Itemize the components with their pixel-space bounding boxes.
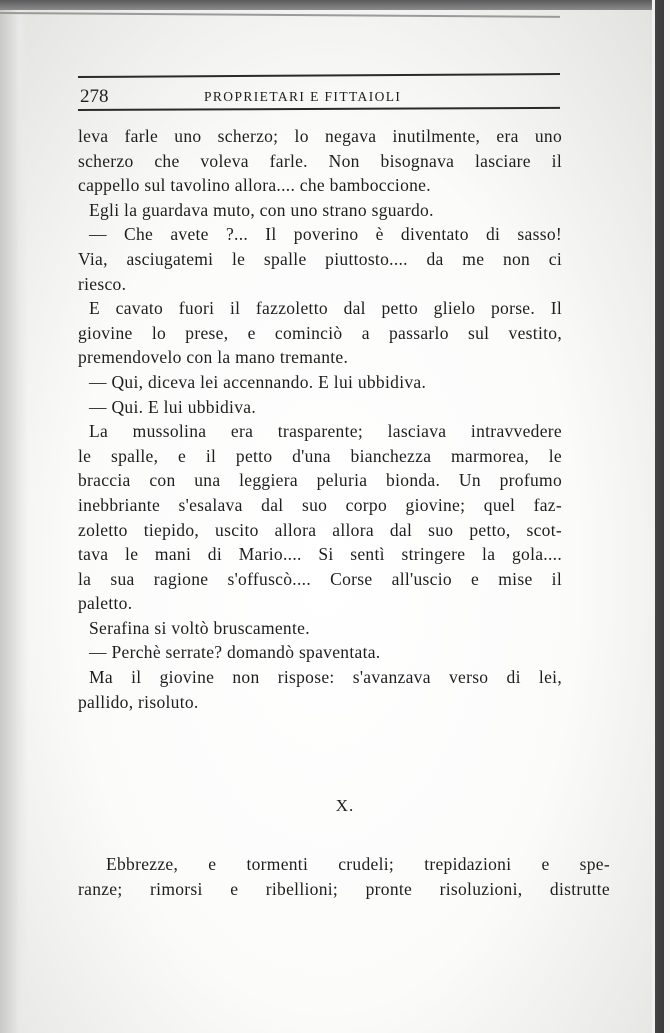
text-line: paletto. [78,593,133,614]
text-line: la sua ragione s'offuscò.... Corse all'uscio e mise il [78,568,562,589]
page-left-shadow [0,10,28,1033]
text-line: cappello sul tavolino allora.... che bamboccione. [78,175,431,196]
page-number: 278 [80,86,109,107]
header-rule-bottom [78,107,560,111]
text-line: riesco. [78,273,127,294]
text-line: premendovelo con la mano tremante. [78,347,349,368]
text-line: Egli la guardava muto, con uno strano sguardo. [89,199,434,220]
text-line: giovine lo prese, e cominciò a passarlo sul vestito, [78,322,562,343]
text-line: E cavato fuori il fazzoletto dal petto glielo porse. Il [89,298,562,319]
text-line: inebbriante s'esalava dal suo corpo giovine; quel faz- [78,494,562,515]
scan-top-edge [0,0,670,10]
text-line: Ebbrezze, e tormenti crudeli; trepidazioni e spe- [106,854,610,874]
chapter-heading: X. [335,796,355,815]
text-line: leva farle uno scherzo; lo negava inutilmente, era uno [78,126,562,146]
text-line: braccia con una leggiera peluria bionda. Un profumo [78,470,562,491]
chapter-text [78,852,610,901]
text-line: Ma il giovine non rispose: s'avanzava verso di lei, [89,667,562,688]
text-line: — Qui. E lui ubbidiva. [89,396,257,417]
text-line: — Che avete ?... Il poverino è diventato di sasso! [89,224,562,245]
text-line: zoletto tiepido, uscito allora allora dal suo petto, scot- [78,519,562,540]
text-line: le spalle, e il petto d'una bianchezza marmorea, le [78,445,562,466]
running-title: PROPRIETARI E FITTAIOLI [204,89,402,104]
running-head [78,76,560,118]
text-line: — Qui, diceva lei accennando. E lui ubbidiva. [89,371,427,392]
text-line: La mussolina era trasparente; lasciava intravvedere [89,421,562,442]
text-line: — Perchè serrate? domandò spaventata. [89,642,381,663]
text-line: ranze; rimorsi e ribellioni; pronte risoluzioni, distrutte [78,878,610,899]
text-line: tava le mani di Mario.... Si sentì stringere la gola.... [78,544,562,565]
text-line: Via, asciugatemi le spalle piuttosto.... da me non ci [78,248,562,269]
book-spine-edge [652,0,670,1033]
text-line: pallido, risoluto. [78,691,199,712]
body-text [78,124,562,714]
text-line: scherzo che voleva farle. Non bisognava lasciare il [78,150,562,171]
text-line: Serafina si voltò bruscamente. [89,617,310,638]
